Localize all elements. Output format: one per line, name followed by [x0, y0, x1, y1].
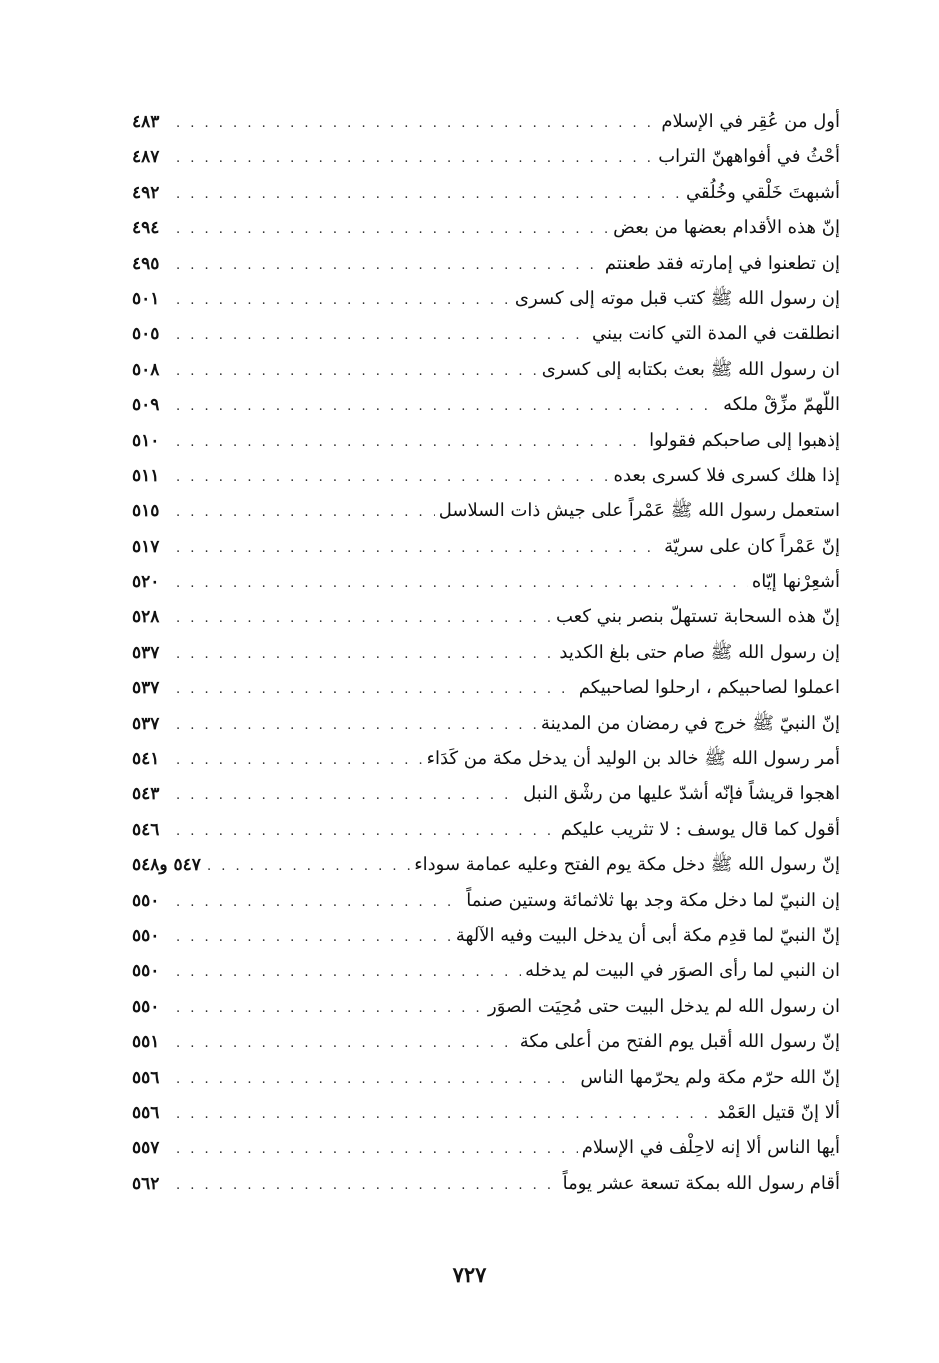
entry-text: أمر رسول الله ﷺ خالد بن الوليد أن يدخل مكة من كَدَاء [426, 748, 840, 770]
dot-leader [201, 849, 410, 884]
dot-leader [170, 1062, 576, 1097]
entry-page-number: ٥٥٠ [132, 890, 160, 911]
entry-page-number: ٥٠٨ [132, 359, 160, 380]
index-entry [132, 1024, 840, 1059]
dot-leader [170, 637, 555, 672]
entry-text: استعمل رسول الله ﷺ عَمْراً على جيش ذات السلاسل [438, 500, 840, 522]
index-entry [132, 847, 840, 882]
dot-leader [170, 743, 423, 778]
index-entry [132, 1060, 840, 1095]
index-entry [132, 246, 840, 281]
index-entry [132, 316, 840, 351]
index-entry [132, 989, 840, 1024]
entry-page-number: ٥٣٧ [132, 713, 160, 734]
index-entry [132, 1095, 840, 1130]
index-entry [132, 281, 840, 316]
entry-text: إنّ رسول الله ﷺ دخل مكة يوم الفتح وعليه عمامة سوداء [414, 854, 840, 876]
index-entry [132, 883, 840, 918]
dot-leader [170, 1132, 578, 1167]
dot-leader [170, 885, 462, 920]
entry-page-number: ٥١١ [132, 465, 160, 486]
dot-leader [170, 212, 609, 247]
entry-page-number: ٥٠٩ [132, 395, 160, 416]
entry-text: إنّ هذه الأقدام بعضها من بعض [613, 217, 840, 239]
entry-page-number: ٥٥٠ [132, 996, 160, 1017]
entry-text: ان رسول الله لم يدخل البيت حتى مُحِيَت الصوَر [488, 995, 840, 1017]
index-entry [132, 104, 840, 139]
index-entry [132, 741, 840, 776]
index-entry [132, 953, 840, 988]
index-entry [132, 139, 840, 174]
entry-text: أقام رسول الله بمكة تسعة عشر يوماً [562, 1172, 840, 1194]
entry-text: إن النبيّ لما دخل مكة وجد بها ثلاثمائة وستين صنماً [466, 889, 840, 911]
entry-text: إنّ رسول الله أقبل يوم الفتح من أعلى مكة [519, 1031, 840, 1053]
index-entry [132, 564, 840, 599]
index-entry [132, 175, 840, 210]
dot-leader [170, 1097, 713, 1132]
entry-text: أشبهتَ خَلْقي وخُلُقي [685, 181, 840, 203]
entry-page-number: ٤٨٣ [132, 112, 160, 132]
entry-page-number: ٥٥٧ [132, 1138, 160, 1159]
index-entry [132, 918, 840, 953]
entry-text: إنّ النبيّ لما قدِم مكة أبى أن يدخل البيت وفيه الآلهة [455, 924, 840, 946]
dot-leader [170, 141, 654, 176]
hadith-index-list [132, 104, 840, 1201]
entry-page-number: ٤٩٢ [132, 182, 160, 203]
index-entry [132, 493, 840, 528]
dot-leader [170, 283, 511, 318]
dot-leader [170, 991, 484, 1026]
entry-page-number: ٤٩٥ [132, 253, 160, 274]
entry-page-number: ٥٤٧ و٥٤٨ [132, 855, 201, 876]
entry-text: إنّ عَمْراً كان على سريّة [664, 535, 840, 557]
index-entry [132, 210, 840, 245]
index-entry [132, 529, 840, 564]
index-entry [132, 423, 840, 458]
dot-leader [170, 708, 537, 743]
entry-text: أشعِرْنها إيّاه [751, 571, 840, 593]
entry-page-number: ٥٥٠ [132, 925, 160, 946]
entry-text: إنّ النبيّ ﷺ خرج في رمضان من المدينة [540, 712, 840, 734]
entry-text: أحْثُ في أفواههنّ التراب [658, 146, 840, 168]
dot-leader [170, 531, 660, 566]
entry-page-number: ٥٣٧ [132, 678, 160, 699]
dot-leader [170, 495, 435, 530]
entry-text: إذهبوا إلى صاحبكم فقولوا [649, 429, 840, 451]
entry-page-number: ٥٣٧ [132, 642, 160, 663]
index-entry [132, 352, 840, 387]
entry-page-number: ٥٥١ [132, 1032, 160, 1053]
entry-text: إن رسول الله ﷺ صام حتى بلغ الكديد [559, 641, 840, 663]
dot-leader [170, 955, 521, 990]
entry-text: إذا هلك كسرى فلا كسرى بعده [613, 464, 840, 486]
index-entry [132, 458, 840, 493]
index-entry [132, 1130, 840, 1165]
index-entry [132, 670, 840, 705]
entry-page-number: ٥٢٠ [132, 572, 160, 593]
entry-text: انطلقت في المدة التي كانت بيني [591, 323, 840, 345]
entry-page-number: ٥١٠ [132, 430, 160, 451]
entry-text: ألا إنّ قتيل العَمْد [717, 1101, 840, 1123]
dot-leader [170, 425, 645, 460]
entry-page-number: ٥٥٦ [132, 1102, 160, 1123]
dot-leader [170, 814, 557, 849]
dot-leader [170, 566, 748, 601]
dot-leader [170, 672, 575, 707]
entry-page-number: ٥٥٦ [132, 1067, 160, 1088]
index-entry [132, 635, 840, 670]
dot-leader [170, 778, 519, 813]
index-entry [132, 387, 840, 422]
entry-page-number: ٥٠١ [132, 288, 160, 309]
entry-page-number: ٤٨٧ [132, 147, 160, 168]
dot-leader [170, 106, 657, 141]
entry-page-number: ٤٩٤ [132, 218, 160, 239]
entry-text: اللّهمّ مزِّقْ ملكه [723, 394, 840, 416]
entry-text: إن تطعنوا في إمارته فقد طعنتم [604, 252, 840, 274]
dot-leader [170, 920, 452, 955]
entry-page-number: ٥٦٢ [132, 1173, 160, 1194]
index-entry [132, 1166, 840, 1201]
index-entry [132, 706, 840, 741]
entry-page-number: ٥٤١ [132, 749, 160, 770]
entry-page-number: ٥٤٦ [132, 819, 160, 840]
dot-leader [170, 601, 552, 636]
dot-leader [170, 389, 719, 424]
dot-leader [170, 354, 538, 389]
entry-text: أول من عُقِر في الإسلام [661, 111, 840, 132]
entry-text: إن رسول الله ﷺ كتب قبل موته إلى كسرى [514, 287, 840, 309]
entry-page-number: ٥١٥ [132, 501, 160, 522]
entry-text: إنّ الله حرّم مكة ولم يحرّمها الناس [580, 1066, 840, 1088]
dot-leader [170, 460, 610, 495]
entry-text: ان النبي لما رأى الصوَر في البيت لم يدخله [525, 960, 840, 982]
dot-leader [170, 1168, 559, 1203]
index-entry [132, 599, 840, 634]
entry-text: ان رسول الله ﷺ بعث بكتابه إلى كسرى [541, 358, 840, 380]
entry-page-number: ٥٠٥ [132, 324, 160, 345]
dot-leader [170, 177, 682, 212]
index-entry [132, 812, 840, 847]
entry-text: أقول كما قال يوسف : لا تثريب عليكم [560, 818, 840, 840]
dot-leader [170, 1026, 516, 1061]
entry-text: إنّ هذه السحابة تستهلّ بنصر بني كعب [555, 606, 840, 628]
entry-text: أيها الناس ألا إنه لاحِلْف في الإسلام [581, 1137, 840, 1159]
entry-text: اهجوا قريشاً فإنّه أشدّ عليها من رشْق النبل [523, 783, 840, 805]
entry-page-number: ٥٤٣ [132, 784, 160, 805]
dot-leader [170, 318, 588, 353]
entry-page-number: ٥٢٨ [132, 607, 160, 628]
dot-leader [170, 248, 601, 283]
index-entry [132, 776, 840, 811]
page-number: ٧٢٧ [452, 1262, 487, 1287]
entry-text: اعملوا لصاحبيكم ، ارحلوا لصاحبيكم [578, 677, 840, 699]
entry-page-number: ٥١٧ [132, 536, 160, 557]
entry-page-number: ٥٥٠ [132, 961, 160, 982]
